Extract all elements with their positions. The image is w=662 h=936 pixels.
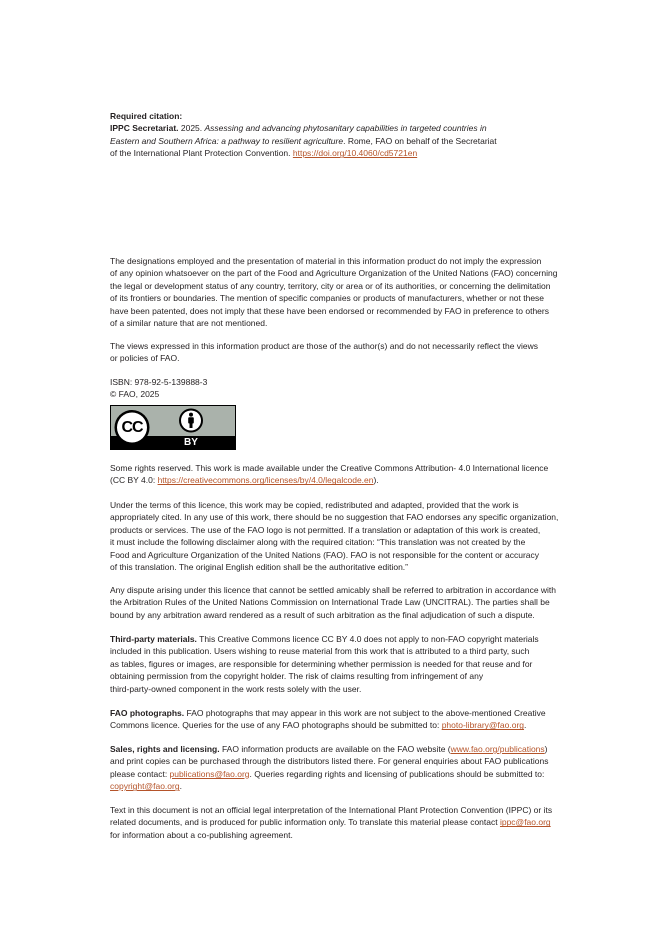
- dispute-line: the Arbitration Rules of the United Nations Commission on International Trade Law (UNCITRAL). The parties shall be: [110, 597, 550, 608]
- rights-line2-prefix: (CC BY 4.0:: [110, 475, 158, 486]
- photo-library-email-link[interactable]: photo-library@fao.org: [441, 720, 525, 731]
- cc-licence-link[interactable]: https://creativecommons.org/licenses/by/4.0/legalcode.en: [157, 475, 374, 486]
- ippc-line2-prefix: related documents, and is produced for public information only. To translate this material please contact: [110, 817, 500, 828]
- sales-line1: FAO information products are available on the FAO website (: [219, 744, 451, 754]
- disclaimer-line: of any opinion whatsoever on the part of the Food and Agriculture Organization of the United Nations (FAO) concerning: [110, 268, 558, 279]
- copyright: © FAO, 2025: [110, 389, 160, 400]
- photographs-line2-prefix: Commons licence. Queries for the use of any FAO photographs should be submitted to:: [110, 720, 442, 731]
- rights-paragraph: [110, 462, 585, 487]
- terms-line: Under the terms of this licence, this work may be copied, redistributed and adapted, provided that the work is: [110, 500, 519, 510]
- required-citation: [110, 110, 585, 160]
- by-label: BY: [184, 437, 198, 448]
- sales-line2: and print copies can be purchased through the distributors listed there. For general enquiries about FAO publications: [110, 756, 549, 767]
- person-icon-body: [188, 417, 194, 423]
- sales-line3-prefix: please contact:: [110, 768, 170, 779]
- third-party-heading: Third-party materials.: [110, 634, 197, 644]
- ippc-line3: for information about a co-publishing agreement.: [110, 829, 293, 840]
- person-icon-legs: [190, 423, 193, 428]
- photographs-line1: FAO photographs that may appear in this work are not subject to the above-mentioned Creative: [184, 708, 546, 718]
- rights-line2-suffix: ).: [373, 475, 379, 486]
- disclaimer-line: of its frontiers or boundaries. The mention of specific companies or products of manufacturers, whether or not these: [110, 293, 545, 304]
- doi-link[interactable]: https://doi.org/10.4060/cd5721en: [292, 148, 418, 159]
- person-icon-head: [189, 413, 193, 417]
- disclaimer-paragraph: [110, 255, 585, 329]
- terms-line: of this translation. The original English edition shall be the authoritative edition.”: [110, 562, 408, 573]
- sales-line4-suffix: .: [179, 781, 182, 792]
- third-party-line: included in this publication. Users wishing to reuse material from this work that is attributed to a third party, such: [110, 646, 530, 657]
- disclaimer-line: of a similar nature that are not mentioned.: [110, 318, 268, 329]
- citation-publisher: . Rome, FAO on behalf of the Secretariat: [343, 135, 497, 146]
- citation-title-line2: Eastern and Southern Africa: a pathway to resilient agriculture: [110, 135, 344, 146]
- cc-letters: CC: [121, 419, 143, 436]
- citation-label: Required citation:: [110, 111, 183, 121]
- terms-line: appropriately cited. In any use of this work, there should be no suggestion that FAO endorses any specific organization,: [110, 512, 559, 523]
- photographs-line2-suffix: .: [524, 720, 527, 731]
- terms-line: products or services. The use of the FAO logo is not permitted. If a translation or adaptation of this work is created,: [110, 524, 541, 535]
- citation-title-line1: Assessing and advancing phytosanitary capabilities in targeted countries in: [204, 123, 487, 134]
- citation-year: 2025.: [178, 123, 205, 134]
- sales-line1-end: ): [544, 744, 548, 754]
- terms-paragraph: [110, 499, 585, 573]
- citation-line3: of the International Plant Protection Convention.: [110, 148, 293, 159]
- third-party-line1: This Creative Commons licence CC BY 4.0 does not apply to non-FAO copyright materials: [196, 634, 539, 644]
- cc-by-license-badge[interactable]: [110, 405, 236, 450]
- disclaimer-line: the legal or development status of any country, territory, city or area or of its authorities, or concerning the delimitation: [110, 280, 551, 291]
- ippc-line1: Text in this document is not an official legal interpretation of the International Plant Protection Convention (IPPC) or its: [110, 805, 553, 815]
- terms-line: Food and Agriculture Organization of the United Nations (FAO). FAO is not responsible for the content or accuracy: [110, 549, 539, 560]
- dispute-line: Any dispute arising under this licence that cannot be settled amicably shall be referred to arbitration in accordance with: [110, 585, 557, 595]
- third-party-line: as tables, figures or images, are responsible for determining whether permission is needed for that reuse and for: [110, 658, 533, 669]
- sales-paragraph: [110, 743, 585, 793]
- fao-publications-link[interactable]: www.fao.org/publications: [450, 744, 545, 754]
- terms-line: it must include the following disclaimer along with the required citation: “This translation was not created by the: [110, 537, 526, 548]
- publications-email-link[interactable]: publications@fao.org: [169, 768, 250, 779]
- citation-author: IPPC Secretariat.: [110, 123, 179, 134]
- views-paragraph: [110, 340, 585, 365]
- disclaimer-line: The designations employed and the presentation of material in this information product do not imply the expression: [110, 256, 542, 266]
- copyright-email-link[interactable]: copyright@fao.org: [110, 781, 180, 792]
- third-party-line: third-party-owned component in the work rests solely with the user.: [110, 683, 362, 694]
- ippc-email-link[interactable]: ippc@fao.org: [499, 817, 551, 828]
- third-party-paragraph: [110, 633, 585, 695]
- rights-line1: Some rights reserved. This work is made available under the Creative Commons Attribution- 4.0 International licence: [110, 463, 549, 473]
- dispute-line: bound by any arbitration award rendered as a result of such arbitration as the final adjudication of such a dispute.: [110, 609, 535, 620]
- disclaimer-line: have been patented, does not imply that these have been endorsed or recommended by FAO in preference to others: [110, 305, 549, 316]
- photographs-heading: FAO photographs.: [110, 708, 185, 718]
- third-party-line: obtaining permission from the copyright holder. The risk of claims resulting from infringement of any: [110, 671, 484, 682]
- sales-heading: Sales, rights and licensing.: [110, 744, 220, 754]
- views-line: The views expressed in this information product are those of the author(s) and do not necessarily reflect the views: [110, 341, 539, 351]
- photographs-paragraph: [110, 707, 585, 732]
- isbn: ISBN: 978-92-5-139888-3: [110, 377, 208, 387]
- isbn-block: [110, 376, 585, 401]
- views-line: or policies of FAO.: [110, 353, 180, 364]
- sales-line3-suffix: . Queries regarding rights and licensing of publications should be submitted to:: [249, 768, 545, 779]
- ippc-paragraph: [110, 804, 585, 841]
- dispute-paragraph: [110, 584, 585, 621]
